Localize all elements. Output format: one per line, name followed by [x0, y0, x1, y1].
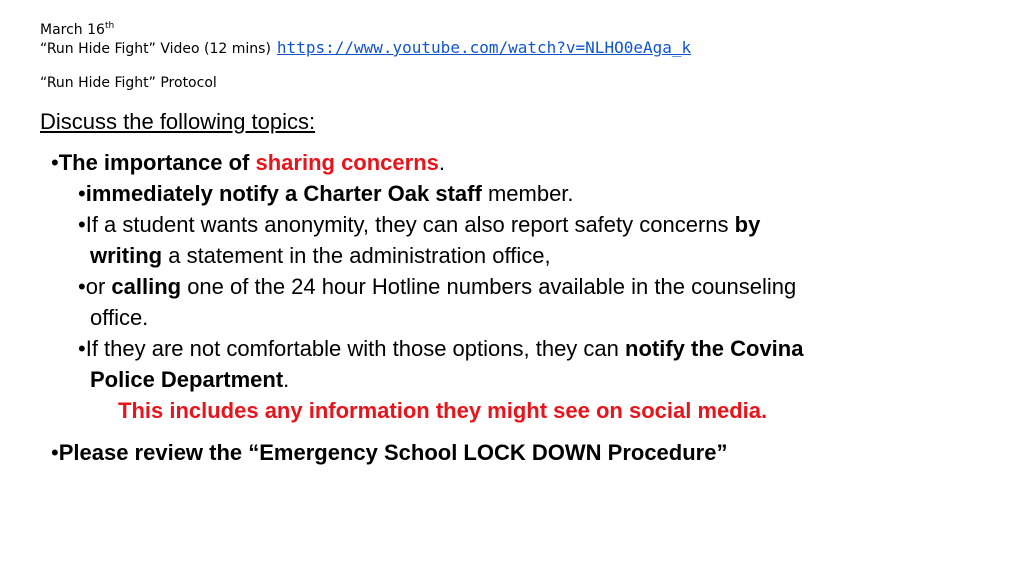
bullet-dot: • [51, 150, 59, 175]
police-text: If they are not comfortable with those options, they can [85, 336, 626, 361]
discuss-heading: Discuss the following topics: [40, 109, 316, 134]
bullet-dot: • [78, 336, 86, 361]
bullet-importance-end: . [438, 150, 446, 175]
date-line [40, 17, 114, 39]
sub-bullet-calling-cont: office. [90, 305, 149, 330]
anonymity-by: by [734, 212, 761, 237]
police-department-bold: Police Department [90, 367, 284, 392]
video-label: “Run Hide Fight” Video (12 mins) [40, 41, 271, 57]
calling-prefix: or [85, 274, 112, 299]
notify-staff-bold: immediately notify a Charter Oak staff [85, 181, 482, 206]
video-link[interactable]: https://www.youtube.com/watch?v=NLHO0eAga_k [276, 38, 692, 57]
date-text: March 16 [40, 22, 105, 38]
sharing-concerns-text: sharing concerns [255, 150, 439, 175]
writing-rest: a statement in the administration office, [162, 243, 551, 268]
bullet-dot: • [78, 274, 86, 299]
video-line [40, 39, 691, 58]
sub-bullet-police [78, 333, 803, 364]
bullet-importance [51, 147, 445, 178]
police-department-end: . [283, 367, 290, 392]
sub-bullet-police-cont [90, 364, 289, 395]
date-suffix: th [104, 21, 115, 31]
police-bold: notify the Covina [625, 336, 804, 361]
writing-bold: writing [90, 243, 163, 268]
calling-bold: calling [111, 274, 182, 299]
bullet-importance-text: The importance of [58, 150, 256, 175]
bullet-dot: • [78, 181, 86, 206]
anonymity-text: If a student wants anonymity, they can also report safety concerns [85, 212, 735, 237]
social-media-note-text: This includes any information they might see on social media. [118, 398, 768, 423]
bullet-lockdown [51, 437, 727, 468]
sub-bullet-notify-staff [78, 178, 574, 209]
social-media-note [118, 395, 767, 426]
sub-bullet-calling [78, 271, 796, 302]
calling-text: one of the 24 hour Hotline numbers available in the counseling [181, 274, 797, 299]
bullet-dot: • [51, 440, 59, 465]
protocol-line: “Run Hide Fight” Protocol [40, 75, 217, 91]
lockdown-text: Please review the “Emergency School LOCK DOWN Procedure” [58, 440, 728, 465]
sub-bullet-anonymity-cont [90, 240, 551, 271]
notify-staff-rest: member. [481, 181, 574, 206]
bullet-dot: • [78, 212, 86, 237]
sub-bullet-anonymity [78, 209, 760, 240]
